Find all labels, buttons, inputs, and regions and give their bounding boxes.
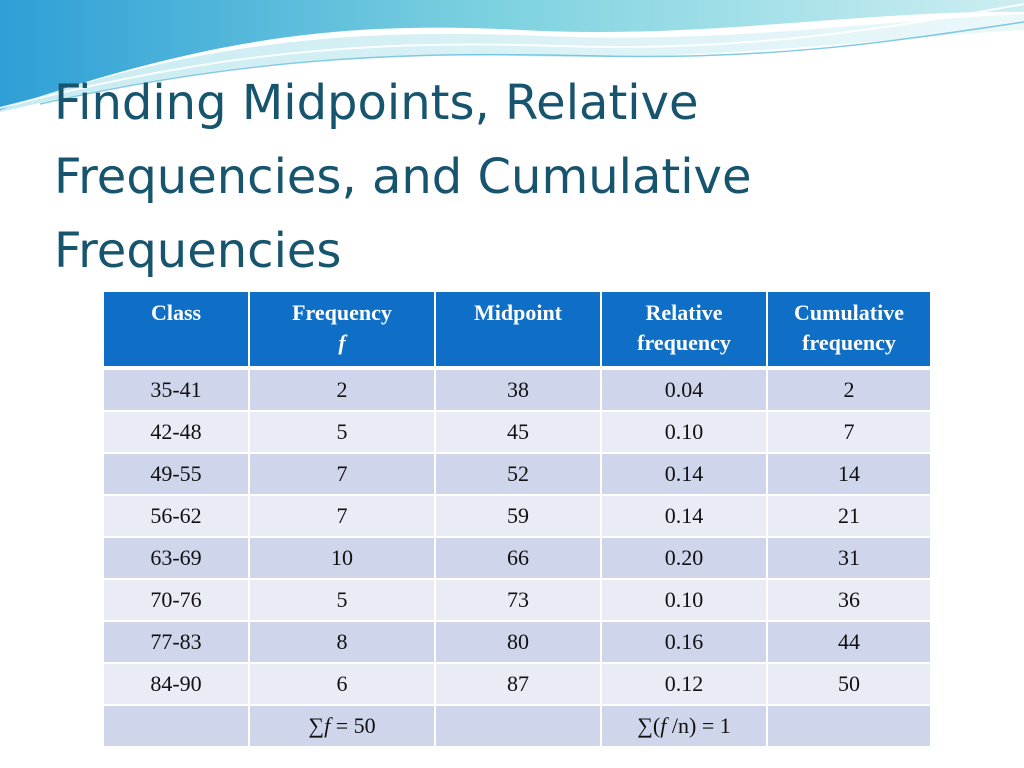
cell-midpoint-empty [435,705,601,747]
cell-frequency: 7 [249,495,435,537]
cell-frequency: 2 [249,368,435,411]
totals-row [103,705,931,747]
title-line-2: Frequencies, and Cumulative [54,149,752,205]
header-cumulative-frequency: Cumulative frequency [767,291,931,368]
table-row [103,621,931,663]
cell-relative: 0.10 [601,579,767,621]
cell-class: 84-90 [103,663,249,705]
table-row [103,579,931,621]
cell-relative: 0.14 [601,453,767,495]
cell-class: 35-41 [103,368,249,411]
slide-title [54,66,974,288]
table-row [103,368,931,411]
header-midpoint: Midpoint [435,291,601,368]
cell-relative: 0.12 [601,663,767,705]
table-row [103,537,931,579]
cell-class: 42-48 [103,411,249,453]
cell-midpoint: 73 [435,579,601,621]
cell-cumulative: 31 [767,537,931,579]
table-header-row [103,291,931,368]
table-row [103,411,931,453]
cell-cumulative: 2 [767,368,931,411]
cell-class: 70-76 [103,579,249,621]
table-row [103,453,931,495]
cell-midpoint: 45 [435,411,601,453]
cell-midpoint: 80 [435,621,601,663]
header-class: Class [103,291,249,368]
frequency-symbol: f [338,330,346,355]
cell-frequency: 8 [249,621,435,663]
cell-midpoint: 59 [435,495,601,537]
cell-cumulative: 50 [767,663,931,705]
cell-frequency: 10 [249,537,435,579]
frequency-total: ∑f = 50 [249,705,435,747]
cell-class: 49-55 [103,453,249,495]
title-line-3: Frequencies [54,223,342,279]
cell-cumulative: 36 [767,579,931,621]
cell-class-empty [103,705,249,747]
cell-frequency: 5 [249,411,435,453]
cell-relative: 0.14 [601,495,767,537]
cell-cumulative: 14 [767,453,931,495]
cell-frequency: 6 [249,663,435,705]
cell-midpoint: 87 [435,663,601,705]
cell-relative: 0.16 [601,621,767,663]
cell-class: 77-83 [103,621,249,663]
cell-relative: 0.10 [601,411,767,453]
cell-cumulative: 7 [767,411,931,453]
cell-cumulative-empty [767,705,931,747]
cell-frequency: 5 [249,579,435,621]
title-line-1: Finding Midpoints, Relative [54,75,699,131]
cell-cumulative: 44 [767,621,931,663]
cell-relative: 0.04 [601,368,767,411]
header-relative-frequency: Relative frequency [601,291,767,368]
frequency-table [102,290,932,748]
cell-class: 56-62 [103,495,249,537]
cell-cumulative: 21 [767,495,931,537]
cell-class: 63-69 [103,537,249,579]
relative-total: ∑(f /n) = 1 [601,705,767,747]
cell-midpoint: 52 [435,453,601,495]
header-frequency: Frequency f [249,291,435,368]
cell-midpoint: 66 [435,537,601,579]
cell-frequency: 7 [249,453,435,495]
table-row [103,495,931,537]
table-row [103,663,931,705]
cell-relative: 0.20 [601,537,767,579]
cell-midpoint: 38 [435,368,601,411]
